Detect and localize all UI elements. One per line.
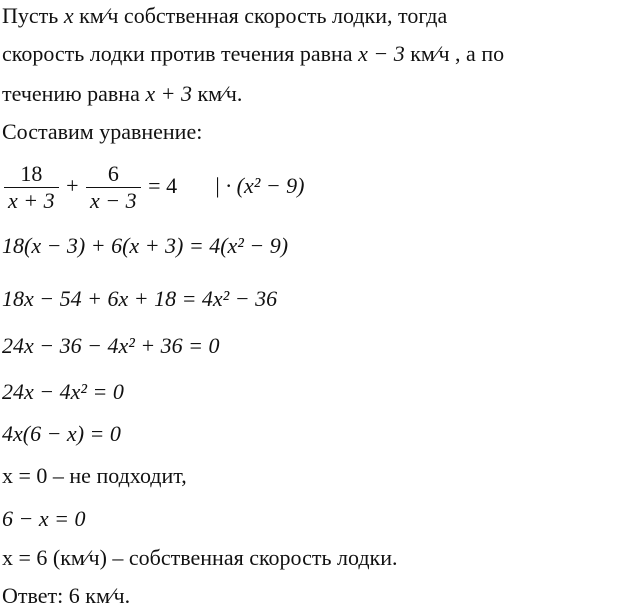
- intro-line-3: течению равна x + 3 км⁄ч.: [2, 81, 243, 106]
- multiplier: | · (x² − 9): [214, 173, 305, 198]
- step-line: 24x − 36 − 4x² + 36 = 0: [2, 333, 220, 358]
- var-x: x: [63, 3, 74, 28]
- fraction-18-numerator: 18: [20, 161, 43, 187]
- step-line: 4x(6 − x) = 0: [2, 421, 121, 446]
- fraction-6: [86, 161, 141, 214]
- step-line: x = 6 (км⁄ч) – собственная скорость лодки.: [2, 545, 398, 570]
- expr-against-current: x − 3: [358, 41, 405, 66]
- fraction-18-denominator: x + 3: [4, 187, 59, 214]
- fraction-18: [4, 161, 59, 214]
- answer-line: Ответ: 6 км⁄ч.: [2, 583, 131, 608]
- fraction-6-numerator: 6: [107, 161, 119, 187]
- step-line: 18x − 54 + 6x + 18 = 4x² − 36: [2, 286, 278, 311]
- main-equation: [2, 158, 305, 214]
- step-line: x = 0 – не подходит,: [2, 463, 187, 488]
- step-line: 18(x − 3) + 6(x + 3) = 4(x² − 9): [2, 233, 289, 258]
- intro-line-1: Пусть x км⁄ч собственная скорость лодки, тогда: [2, 3, 448, 28]
- expr-with-current: x + 3: [145, 81, 192, 106]
- step-line: 24x − 4x² = 0: [2, 379, 124, 404]
- step-line: 6 − x = 0: [2, 506, 86, 531]
- intro-line-2: скорость лодки против течения равна x − 3 км⁄ч , а по: [2, 41, 505, 66]
- equals-four: = 4: [142, 173, 178, 198]
- fraction-6-denominator: x − 3: [86, 187, 141, 214]
- compose-heading: Составим уравнение:: [2, 119, 203, 144]
- plus-sign: +: [60, 173, 85, 198]
